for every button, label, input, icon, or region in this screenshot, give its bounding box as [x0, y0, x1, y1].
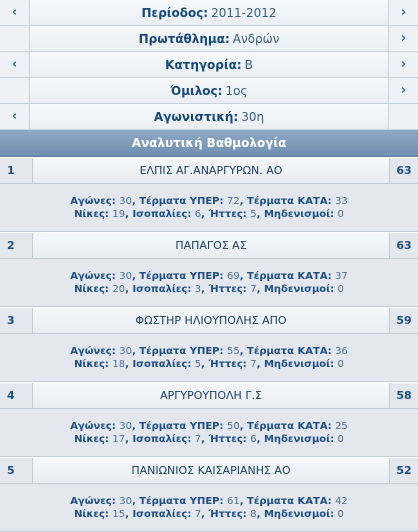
goals-for-label: Τέρματα ΥΠΕΡ:	[139, 495, 227, 507]
category-prev-button[interactable]: ‹	[0, 52, 30, 77]
team-stats-line-1: Αγώνες: 30, Τέρματα ΥΠΕΡ: 72, Τέρματα ΚΑΤΑ: 33	[70, 195, 348, 207]
team-rank: 1	[0, 158, 32, 183]
goals-against-label: Τέρματα ΚΑΤΑ:	[247, 420, 336, 432]
season-value: 2011-2012	[211, 5, 277, 20]
season-selector[interactable]	[30, 0, 388, 25]
team-stats	[0, 484, 418, 532]
round-prev-button[interactable]: ‹	[0, 104, 30, 129]
goals-against-value: 36	[335, 345, 348, 357]
round-selector[interactable]	[30, 104, 388, 129]
wins-label: Νίκες:	[74, 208, 113, 220]
goals-for-value: 61	[227, 495, 240, 507]
games-label: Αγώνες:	[70, 345, 120, 357]
team-entry	[0, 307, 418, 382]
games-value: 30	[119, 495, 132, 507]
zeroed-label: Μηδενισμοί:	[263, 508, 338, 520]
goals-for-value: 55	[227, 345, 240, 357]
team-header-row	[0, 307, 418, 334]
games-label: Αγώνες:	[70, 495, 120, 507]
goals-for-value: 72	[227, 195, 240, 207]
team-points: 63	[390, 233, 418, 258]
section-title: Αναλυτική Βαθμολογία	[0, 130, 418, 157]
team-name-link[interactable]: ΠΑΠΑΓΟΣ ΑΣ	[32, 233, 390, 258]
team-header-row	[0, 457, 418, 484]
team-name-link[interactable]: ΦΩΣΤΗΡ ΗΛΙΟΥΠΟΛΗΣ ΑΠΟ	[32, 308, 390, 333]
team-header-row	[0, 382, 418, 409]
category-next-button[interactable]: ›	[388, 52, 418, 77]
goals-for-label: Τέρματα ΥΠΕΡ:	[139, 345, 227, 357]
draws-label: Ισοπαλίες:	[132, 433, 195, 445]
games-label: Αγώνες:	[70, 195, 120, 207]
draws-label: Ισοπαλίες:	[132, 208, 195, 220]
games-value: 30	[119, 420, 132, 432]
wins-value: 15	[112, 508, 126, 520]
goals-against-label: Τέρματα ΚΑΤΑ:	[247, 495, 336, 507]
team-rank: 2	[0, 233, 32, 258]
wins-value: 19	[112, 208, 126, 220]
zeroed-label: Μηδενισμοί:	[263, 433, 338, 445]
team-stats	[0, 334, 418, 382]
category-value: Β	[244, 57, 253, 72]
filter-round	[0, 104, 418, 130]
zeroed-label: Μηδενισμοί:	[263, 283, 338, 295]
zeroed-value: 0	[337, 433, 344, 445]
losses-value: 5	[250, 208, 257, 220]
games-value: 30	[119, 345, 132, 357]
draws-value: 7	[194, 508, 202, 520]
draws-value: 6	[194, 208, 202, 220]
zeroed-label: Μηδενισμοί:	[263, 208, 338, 220]
losses-value: 7	[250, 358, 257, 370]
goals-against-label: Τέρματα ΚΑΤΑ:	[247, 195, 336, 207]
team-stats-line-2: Νίκες: 20, Ισοπαλίες: 3, Ήττες: 7, Μηδενισμοί: 0	[74, 283, 344, 295]
team-stats-line-1: Αγώνες: 30, Τέρματα ΥΠΕΡ: 61, Τέρματα ΚΑΤΑ: 42	[70, 495, 348, 507]
team-entry	[0, 157, 418, 232]
team-stats-line-2: Νίκες: 18, Ισοπαλίες: 5, Ήττες: 7, Μηδενισμοί: 0	[74, 358, 344, 370]
wins-value: 18	[112, 358, 126, 370]
team-header-row	[0, 232, 418, 259]
round-next-slot	[388, 104, 418, 129]
team-points: 58	[390, 383, 418, 408]
wins-value: 17	[112, 433, 126, 445]
team-stats	[0, 259, 418, 307]
group-value: 1ος	[225, 83, 248, 98]
category-selector[interactable]	[30, 52, 388, 77]
draws-value: 3	[194, 283, 202, 295]
filter-group	[0, 78, 418, 104]
goals-for-label: Τέρματα ΥΠΕΡ:	[139, 195, 227, 207]
team-stats	[0, 409, 418, 457]
goals-for-value: 50	[227, 420, 240, 432]
goals-for-label: Τέρματα ΥΠΕΡ:	[139, 270, 227, 282]
round-value: 30η	[241, 109, 265, 124]
team-rank: 3	[0, 308, 32, 333]
wins-label: Νίκες:	[74, 433, 113, 445]
group-prev-slot	[0, 78, 30, 103]
team-header-row	[0, 157, 418, 184]
team-entry	[0, 232, 418, 307]
team-rank: 4	[0, 383, 32, 408]
championship-value: Ανδρών	[232, 31, 280, 46]
team-name-link[interactable]: ΑΡΓΥΡΟΥΠΟΛΗ Γ.Σ	[32, 383, 390, 408]
category-label: Κατηγορία:	[165, 57, 242, 72]
team-stats-line-2: Νίκες: 15, Ισοπαλίες: 7, Ήττες: 8, Μηδενισμοί: 0	[74, 508, 344, 520]
season-label: Περίοδος:	[141, 5, 209, 20]
goals-for-value: 69	[227, 270, 240, 282]
games-label: Αγώνες:	[70, 420, 120, 432]
championship-label: Πρωτάθλημα:	[138, 31, 230, 46]
wins-label: Νίκες:	[74, 508, 113, 520]
team-stats	[0, 184, 418, 232]
round-label: Αγωνιστική:	[153, 109, 239, 124]
group-label: Όμιλος:	[170, 83, 223, 98]
losses-value: 8	[250, 508, 257, 520]
team-stats-line-1: Αγώνες: 30, Τέρματα ΥΠΕΡ: 50, Τέρματα ΚΑΤΑ: 25	[70, 420, 348, 432]
team-stats-line-2: Νίκες: 19, Ισοπαλίες: 6, Ήττες: 5, Μηδενισμοί: 0	[74, 208, 344, 220]
goals-against-value: 37	[335, 270, 348, 282]
draws-label: Ισοπαλίες:	[132, 358, 195, 370]
filter-championship	[0, 26, 418, 52]
zeroed-value: 0	[337, 358, 344, 370]
team-stats-line-2: Νίκες: 17, Ισοπαλίες: 7, Ήττες: 6, Μηδενισμοί: 0	[74, 433, 344, 445]
goals-against-label: Τέρματα ΚΑΤΑ:	[247, 345, 336, 357]
team-points: 52	[390, 458, 418, 483]
group-next-button[interactable]: ›	[388, 78, 418, 103]
filter-panel	[0, 0, 418, 130]
goals-against-value: 25	[335, 420, 348, 432]
championship-prev-slot	[0, 26, 30, 51]
zeroed-value: 0	[337, 508, 344, 520]
games-value: 30	[119, 270, 132, 282]
goals-against-value: 33	[335, 195, 348, 207]
losses-label: Ήττες:	[208, 508, 251, 520]
championship-selector[interactable]	[30, 26, 388, 51]
zeroed-value: 0	[337, 283, 344, 295]
zeroed-label: Μηδενισμοί:	[263, 358, 338, 370]
team-stats-line-1: Αγώνες: 30, Τέρματα ΥΠΕΡ: 69, Τέρματα ΚΑΤΑ: 37	[70, 270, 348, 282]
goals-for-label: Τέρματα ΥΠΕΡ:	[139, 420, 227, 432]
filter-season	[0, 0, 418, 26]
draws-value: 5	[194, 358, 202, 370]
team-points: 63	[390, 158, 418, 183]
team-entry	[0, 457, 418, 532]
filter-category	[0, 52, 418, 78]
championship-next-button[interactable]: ›	[388, 26, 418, 51]
zeroed-value: 0	[337, 208, 344, 220]
team-entry	[0, 382, 418, 457]
losses-label: Ήττες:	[208, 358, 251, 370]
wins-label: Νίκες:	[74, 283, 113, 295]
team-rank: 5	[0, 458, 32, 483]
goals-against-label: Τέρματα ΚΑΤΑ:	[247, 270, 336, 282]
losses-label: Ήττες:	[208, 208, 251, 220]
wins-label: Νίκες:	[74, 358, 113, 370]
team-name-link[interactable]: ΠΑΝΙΩΝΙΟΣ ΚΑΙΣΑΡΙΑΝΗΣ ΑΟ	[32, 458, 390, 483]
losses-label: Ήττες:	[208, 433, 251, 445]
season-next-button[interactable]: ›	[388, 0, 418, 25]
season-prev-button[interactable]: ‹	[0, 0, 30, 25]
goals-against-value: 42	[335, 495, 348, 507]
team-stats-line-1: Αγώνες: 30, Τέρματα ΥΠΕΡ: 55, Τέρματα ΚΑΤΑ: 36	[70, 345, 348, 357]
draws-label: Ισοπαλίες:	[132, 283, 195, 295]
draws-value: 7	[194, 433, 202, 445]
games-label: Αγώνες:	[70, 270, 120, 282]
standings-list	[0, 157, 418, 532]
losses-value: 6	[250, 433, 257, 445]
losses-value: 7	[250, 283, 257, 295]
losses-label: Ήττες:	[208, 283, 251, 295]
team-points: 59	[390, 308, 418, 333]
group-selector[interactable]	[30, 78, 388, 103]
draws-label: Ισοπαλίες:	[132, 508, 195, 520]
games-value: 30	[119, 195, 132, 207]
wins-value: 20	[112, 283, 126, 295]
team-name-link[interactable]: ΕΛΠΙΣ ΑΓ.ΑΝΑΡΓΥΡΩΝ. ΑΟ	[32, 158, 390, 183]
